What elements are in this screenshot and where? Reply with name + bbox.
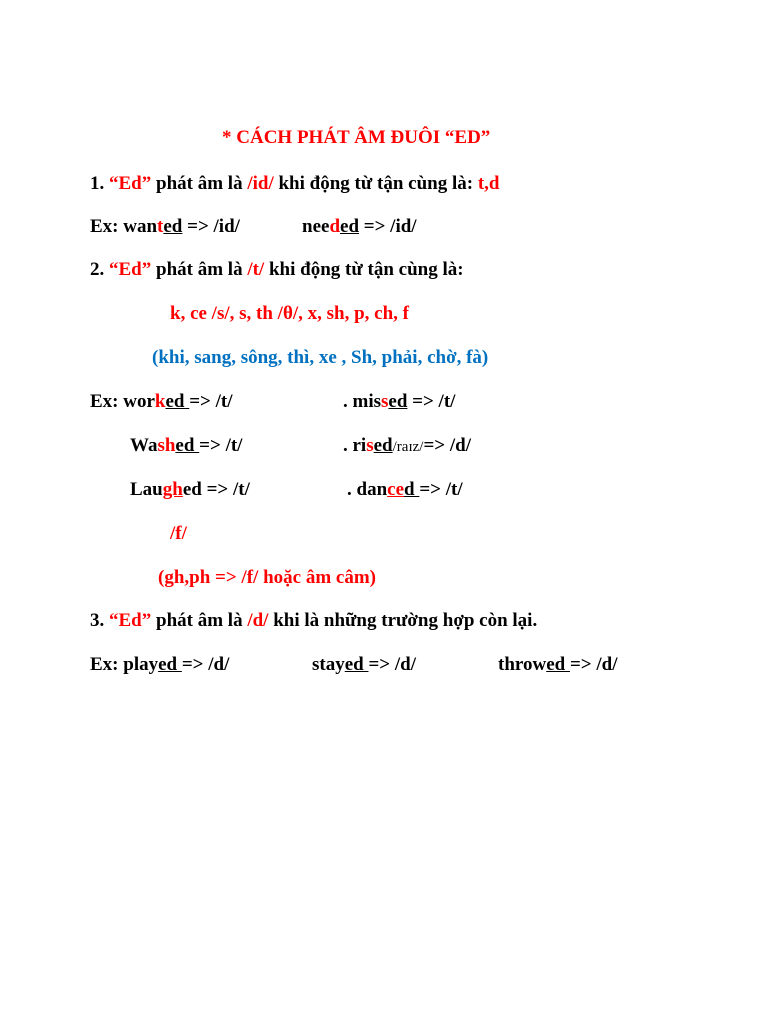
example-wanted [90,216,240,238]
example-suffix: ed [373,435,393,456]
rule-2-number: 2. [90,259,109,280]
example-ending: s [381,391,389,412]
example-2-row-1 [90,391,690,413]
note-f-sound: /f/ [170,523,187,544]
example-text: throw [498,654,547,675]
rule-3-sound: /d/ [247,610,269,631]
example-suffix: ed [340,216,360,237]
example-danced [347,479,463,501]
rule-1 [90,173,499,195]
example-text: . dan [347,479,388,500]
example-missed [343,391,455,413]
rule-2-ed: “Ed” [109,259,152,280]
example-result: => /d/ [368,654,417,675]
page-title: * CÁCH PHÁT ÂM ĐUÔI “ED” [222,127,491,148]
example-text: nee [302,216,330,237]
example-ending: k [154,391,166,412]
example-ipa: /raɪz/ [392,439,424,455]
example-stayed [312,654,416,676]
example-result: => /t/ [407,391,456,412]
rule-2 [90,259,464,281]
example-text: . ri [343,435,367,456]
rule-3 [90,610,537,632]
example-ending: ce [387,479,405,500]
example-1 [90,216,690,238]
example-suffix: ed [388,391,408,412]
example-needed [302,216,417,238]
example-2-row-3 [90,479,690,501]
rule-3-text-2: khi là những trường hợp còn lại. [268,610,538,631]
example-suffix: ed [163,216,183,237]
rule-3-ed: “Ed” [109,610,152,631]
example-result: => /d/ [569,654,618,675]
example-suffix: ed [165,391,190,412]
example-throwed [498,654,618,676]
rule-2-sound: /t/ [247,259,265,280]
rule-1-endings: t,d [477,173,500,194]
example-washed [130,435,242,457]
example-3 [90,654,710,676]
rule-1-text: phát âm là [151,173,248,194]
example-result: => /t/ [189,391,233,412]
example-result: => /d/ [423,435,471,456]
rule-1-sound: /id/ [247,173,274,194]
rule-1-number: 1. [90,173,109,194]
example-result: => /t/ [419,479,463,500]
example-laughed [130,479,250,501]
note-gh-ph: (gh,ph => /f/ hoặc âm câm) [158,567,376,588]
example-suffix: ed [344,654,369,675]
example-result: => /id/ [359,216,417,237]
example-result: => /id/ [182,216,240,237]
example-text: Ex: play [90,654,159,675]
example-result: => /d/ [181,654,230,675]
example-suffix: ed [546,654,570,675]
rule-2-text-2: khi động từ tận cùng là: [264,259,464,280]
example-2-row-2 [90,435,690,457]
example-ending: d [329,216,341,237]
example-played [90,654,229,676]
rule-2-text: phát âm là [151,259,248,280]
example-text: Ex: wan [90,216,158,237]
example-suffix: d [404,479,420,500]
rule-3-text: phát âm là [151,610,248,631]
example-ending: t [157,216,164,237]
example-text: Lau [130,479,163,500]
rule-2-mnemonic: (khi, sang, sông, thì, xe , Sh, phải, chờ, fà) [152,347,489,368]
example-ending: s [366,435,374,456]
example-rised [343,435,471,458]
example-ending: gh [162,479,183,500]
example-worked [90,391,233,413]
rule-1-text-2: khi động từ tận cùng là: [273,173,478,194]
example-text: Ex: wor [90,391,155,412]
rule-1-ed: “Ed” [109,173,152,194]
example-text: Wa [130,435,158,456]
example-suffix: ed [158,654,182,675]
example-ending: sh [157,435,176,456]
example-result: => /t/ [199,435,243,456]
rule-2-endings: k, ce /s/, s, th /θ/, x, sh, p, ch, f [170,303,410,324]
rule-3-number: 3. [90,610,109,631]
example-suffix: ed [175,435,200,456]
example-text: . mis [343,391,381,412]
example-result: ed => /t/ [182,479,250,500]
example-text: stay [312,654,345,675]
